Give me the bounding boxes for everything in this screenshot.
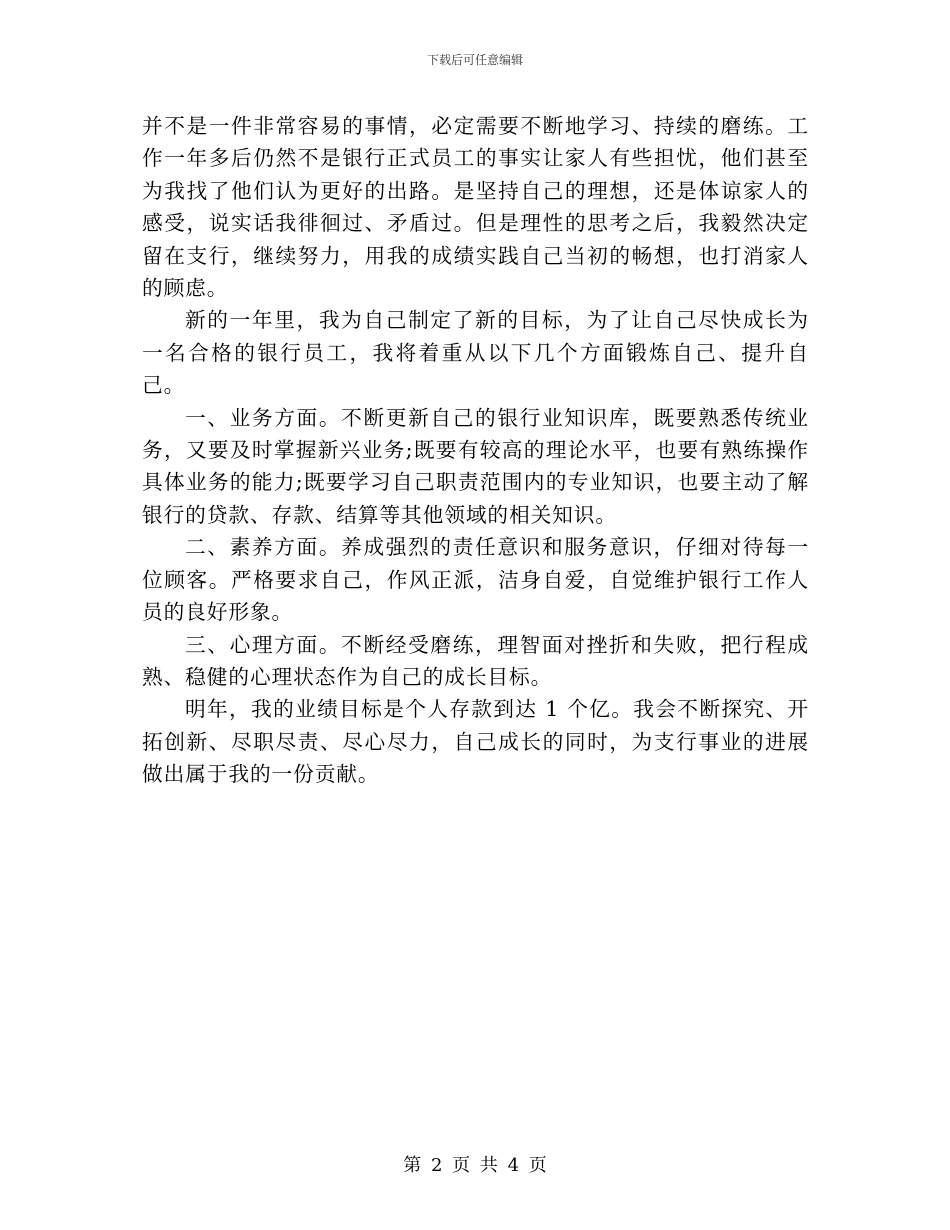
paragraph-quality: 二、素养方面。养成强烈的责任意识和服务意识，仔细对待每一位顾客。严格要求自己，作风正派，洁身自爱，自觉维护银行工作人员的良好形象。 [142, 535, 809, 625]
paragraph-new-year-goals: 新的一年里，我为自己制定了新的目标，为了让自己尽快成长为一名合格的银行员工，我将着重从以下几个方面锻炼自己、提升自己。 [142, 308, 809, 398]
paragraph-next-year: 明年，我的业绩目标是个人存款到达 1 个亿。我会不断探究、开拓创新、尽职尽责、尽心尽力，自己成长的同时，为支行事业的进展做出属于我的一份贡献。 [142, 697, 809, 787]
document-body [142, 110, 809, 791]
page-number: 第 2 页 共 4 页 [403, 1155, 547, 1176]
paragraph-business: 一、业务方面。不断更新自己的银行业知识库，既要熟悉传统业务，又要及时掌握新兴业务;既要有较高的理论水平，也要有熟练操作具体业务的能力;既要学习自己职责范围内的专业知识，也要主动了解银行的贷款、存款、结算等其他领域的相关知识。 [142, 405, 809, 527]
paragraph-continued: 并不是一件非常容易的事情，必定需要不断地学习、持续的磨练。工作一年多后仍然不是银行正式员工的事实让家人有些担忧，他们甚至为我找了他们认为更好的出路。是坚持自己的理想，还是体谅家人的感受，说实话我徘徊过、矛盾过。但是理性的思考之后，我毅然决定留在支行，继续努力，用我的成绩实践自己当初的畅想，也打消家人的顾虑。 [142, 114, 809, 301]
paragraph-psychology: 三、心理方面。不断经受磨练，理智面对挫折和失败，把行程成熟、稳健的心理状态作为自己的成长目标。 [142, 632, 809, 689]
page-header: 下载后可任意编辑 [426, 53, 523, 67]
